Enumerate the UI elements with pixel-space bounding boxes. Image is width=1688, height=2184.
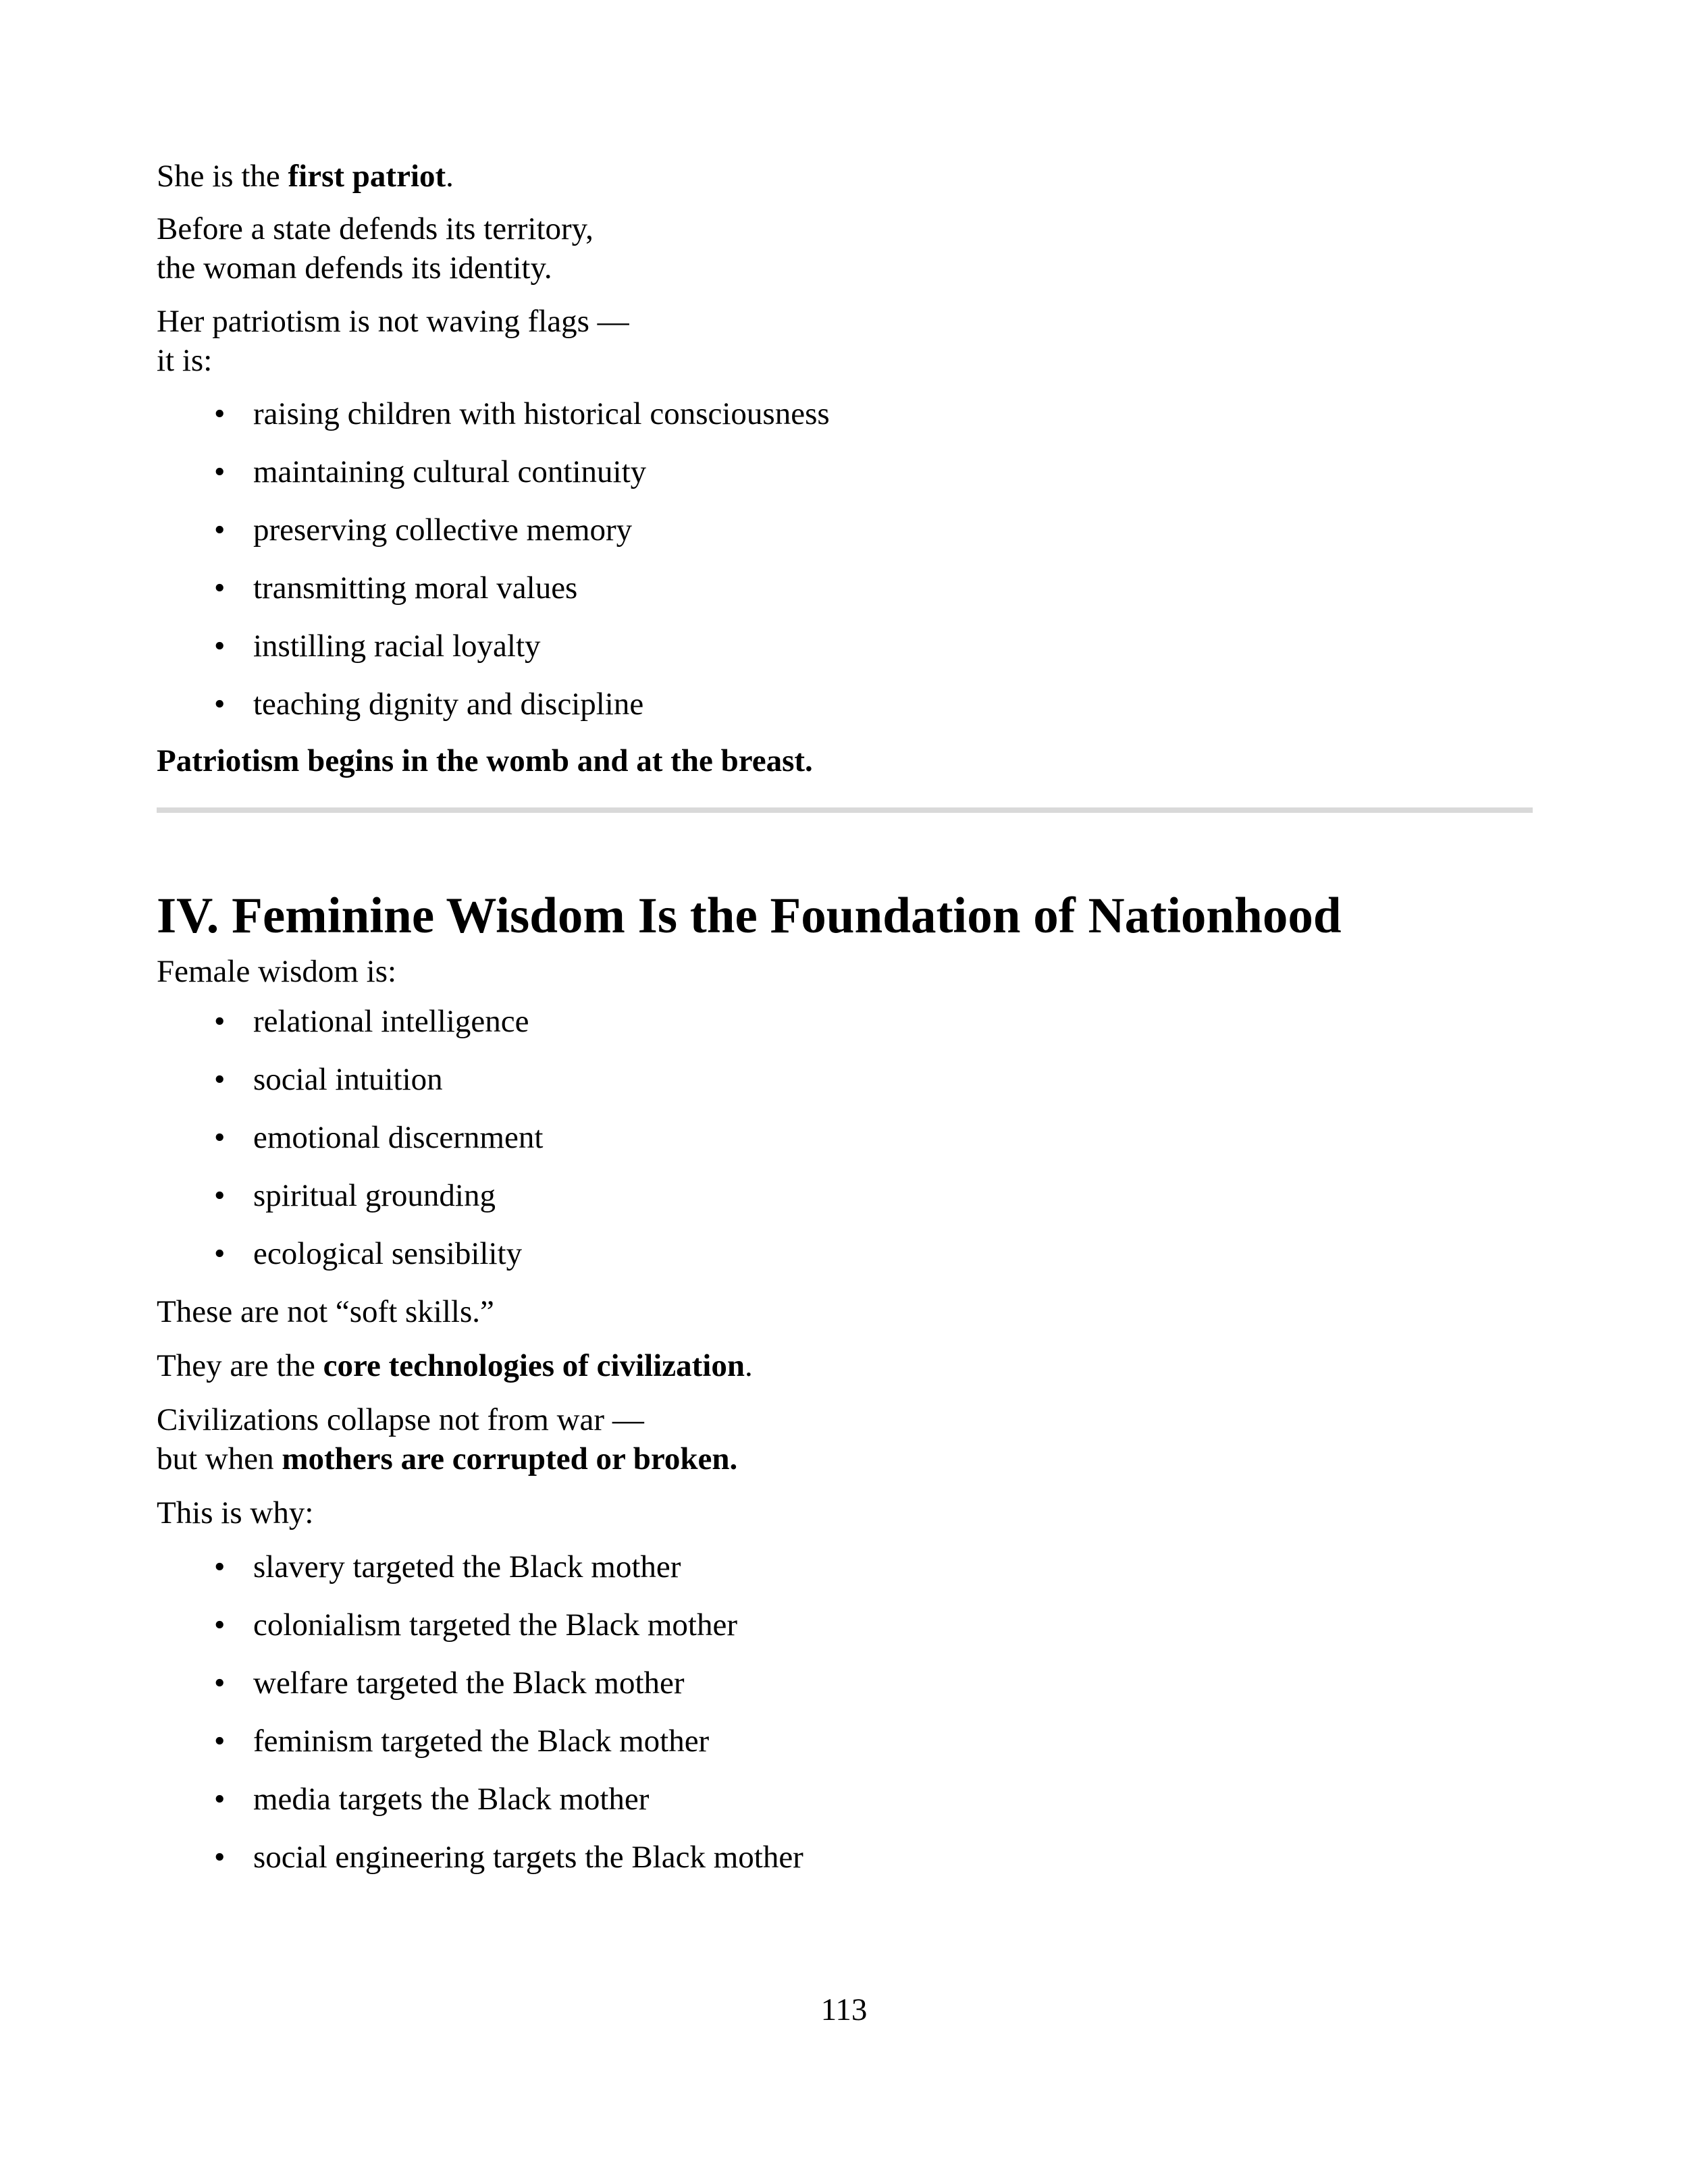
bullet-icon: • [214, 1607, 226, 1643]
list-item-text: relational intelligence [253, 1004, 529, 1039]
list-item-text: ecological sensibility [253, 1236, 523, 1271]
list-item [157, 452, 1534, 491]
targets-list [157, 1547, 1534, 1877]
patriotism-list [157, 394, 1534, 724]
text-line: Civilizations collapse not from war — [157, 1402, 644, 1437]
text-run: She is the [157, 159, 288, 194]
list-item [157, 1838, 1534, 1877]
patriotism-paragraph [157, 302, 1534, 380]
bullet-icon: • [214, 396, 226, 431]
bold-phrase: Patriotism begins in the womb and at the breast. [157, 743, 813, 778]
list-item-text: preserving collective memory [253, 512, 633, 548]
soft-skills-paragraph: These are not “soft skills.” [157, 1294, 494, 1329]
text-run: but when [157, 1441, 282, 1476]
text-line: Her patriotism is not waving flags — [157, 304, 629, 339]
section-divider [157, 807, 1533, 813]
bullet-icon: • [214, 512, 226, 548]
core-technologies-paragraph [157, 1346, 1534, 1385]
text-line: the woman defends its identity. [157, 250, 552, 286]
bullet-icon: • [214, 1840, 226, 1875]
bullet-icon: • [214, 1236, 226, 1271]
list-item [157, 1060, 1534, 1099]
text-run: . [744, 1348, 753, 1383]
list-item-text: slavery targeted the Black mother [253, 1549, 681, 1584]
list-item-text: media targets the Black mother [253, 1782, 650, 1817]
list-item [157, 1780, 1534, 1819]
list-item [157, 1118, 1534, 1157]
list-item-text: spiritual grounding [253, 1178, 496, 1213]
page-content [157, 157, 1534, 1877]
list-item-text: instilling racial loyalty [253, 629, 541, 664]
list-item-text: emotional discernment [253, 1120, 544, 1155]
bullet-icon: • [214, 1120, 226, 1155]
closing-statement [157, 741, 1534, 780]
list-item [157, 1234, 1534, 1273]
bullet-icon: • [214, 1004, 226, 1039]
list-item-text: transmitting moral values [253, 570, 578, 606]
list-item-text: teaching dignity and discipline [253, 687, 644, 722]
page-number: 113 [820, 1992, 868, 2027]
list-item [157, 1605, 1534, 1645]
list-item-text: social intuition [253, 1062, 443, 1097]
bullet-icon: • [214, 454, 226, 489]
bullet-icon: • [214, 1178, 226, 1213]
list-item [157, 1722, 1534, 1761]
bold-phrase: mothers are corrupted or broken. [282, 1441, 738, 1476]
list-item-text: welfare targeted the Black mother [253, 1666, 685, 1701]
list-item [157, 1547, 1534, 1587]
bullet-icon: • [214, 1782, 226, 1817]
female-wisdom-intro: Female wisdom is: [157, 954, 397, 989]
bullet-icon: • [214, 1062, 226, 1097]
list-item [157, 1663, 1534, 1703]
list-item [157, 627, 1534, 666]
this-is-why-paragraph: This is why: [157, 1495, 314, 1530]
text-line: it is: [157, 343, 213, 378]
list-item [157, 1002, 1534, 1041]
list-item-text: social engineering targets the Black mother [253, 1840, 803, 1875]
wisdom-list [157, 1002, 1534, 1273]
list-item [157, 1176, 1534, 1215]
list-item-text: raising children with historical consciousness [253, 396, 830, 431]
list-item-text: feminism targeted the Black mother [253, 1724, 710, 1759]
text-run: They are the [157, 1348, 323, 1383]
list-item-text: maintaining cultural continuity [253, 454, 647, 489]
bullet-icon: • [214, 629, 226, 664]
civilizations-paragraph [157, 1400, 1534, 1479]
list-item [157, 394, 1534, 433]
bold-phrase: core technologies of civilization [323, 1348, 745, 1383]
list-item-text: colonialism targeted the Black mother [253, 1607, 737, 1643]
text-run: . [446, 159, 454, 194]
territory-paragraph [157, 209, 1534, 288]
bold-phrase: first patriot [288, 159, 446, 194]
text-line: Before a state defends its territory, [157, 211, 594, 246]
bullet-icon: • [214, 1724, 226, 1759]
list-item [157, 685, 1534, 724]
list-item [157, 568, 1534, 608]
bullet-icon: • [214, 570, 226, 606]
list-item [157, 510, 1534, 550]
bullet-icon: • [214, 1549, 226, 1584]
bullet-icon: • [214, 687, 226, 722]
bullet-icon: • [214, 1666, 226, 1701]
first-patriot-paragraph [157, 157, 1534, 196]
section-heading: IV. Feminine Wisdom Is the Foundation of Nationhood [157, 888, 1342, 944]
